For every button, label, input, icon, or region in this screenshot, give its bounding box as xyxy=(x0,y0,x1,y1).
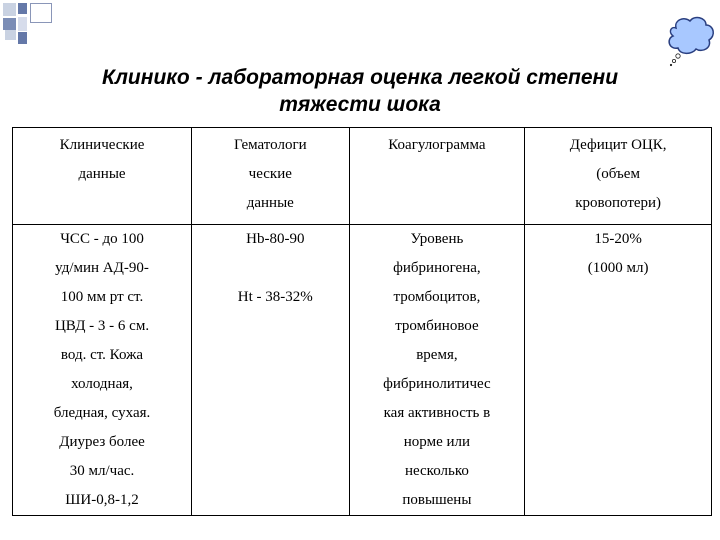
slide-title xyxy=(40,64,680,118)
cell-line: несколько xyxy=(404,463,469,479)
cell-line: повышены xyxy=(402,492,472,508)
cloud-icon xyxy=(660,12,718,70)
cell-line: ЦВД - 3 - 6 см. xyxy=(54,318,150,334)
body-cell-coagulogram xyxy=(349,225,525,516)
cell-line: уд/мин АД-90- xyxy=(55,260,149,276)
cell-line: фибриногена, xyxy=(393,260,481,276)
header-text: данные xyxy=(246,195,294,211)
cell-line: Ht - 38-32% xyxy=(237,289,313,305)
cell-line: 15-20% xyxy=(594,231,642,247)
cell-line: 30 мл/час. xyxy=(69,463,135,479)
cell-line: 100 мм рт ст. xyxy=(60,289,144,305)
header-text: Гематологи xyxy=(233,137,307,153)
decor-square xyxy=(3,18,16,30)
cell-line: бледная, сухая. xyxy=(53,405,151,421)
title-line-2: тяжести шока xyxy=(279,93,441,116)
cell-line: Диурез более xyxy=(59,434,145,450)
cell-line: ШИ-0,8-1,2 xyxy=(65,492,139,508)
cell-line: (1000 мл) xyxy=(587,260,649,276)
cell-line: Hb-80-90 xyxy=(246,231,305,247)
decor-square xyxy=(18,3,27,14)
cell-line xyxy=(202,254,349,283)
cell-line: вод. ст. Кожа xyxy=(60,347,144,363)
header-cell-bcv-deficit xyxy=(525,128,712,225)
cell-line: ЧСС - до 100 xyxy=(60,231,144,247)
header-text: кровопотери) xyxy=(575,195,662,211)
header-text: ческие xyxy=(248,166,292,182)
header-cell-clinical xyxy=(13,128,192,225)
header-row xyxy=(13,128,712,225)
body-row xyxy=(13,225,712,516)
decor-square xyxy=(30,3,52,23)
cell-line: фибринолитичес xyxy=(383,376,491,392)
assessment-table xyxy=(12,127,712,516)
cell-line: норме или xyxy=(403,434,471,450)
title-line-1: Клинико - лабораторная оценка легкой степени xyxy=(101,66,619,89)
cell-line: время, xyxy=(416,347,458,363)
body-cell-clinical xyxy=(13,225,192,516)
body-cell-hematology xyxy=(192,225,350,516)
decor-square xyxy=(18,32,27,44)
cell-line: Уровень xyxy=(410,231,464,247)
header-text: (объем xyxy=(596,166,640,182)
header-text: Клинические xyxy=(59,137,145,153)
header-text: данные xyxy=(78,166,126,182)
header-text: Дефицит ОЦК, xyxy=(569,137,667,153)
decor-square xyxy=(18,17,27,31)
header-text: Коагулограмма xyxy=(388,137,486,153)
header-cell-coagulogram xyxy=(349,128,525,225)
cell-line: тромбиновое xyxy=(395,318,479,334)
cell-line: тромбоцитов, xyxy=(393,289,481,305)
body-cell-bcv-deficit xyxy=(525,225,712,516)
cell-line: холодная, xyxy=(71,376,133,392)
decor-square xyxy=(3,3,16,16)
cell-line: кая активность в xyxy=(383,405,491,421)
header-cell-hematology xyxy=(192,128,350,225)
decor-square xyxy=(5,30,16,40)
